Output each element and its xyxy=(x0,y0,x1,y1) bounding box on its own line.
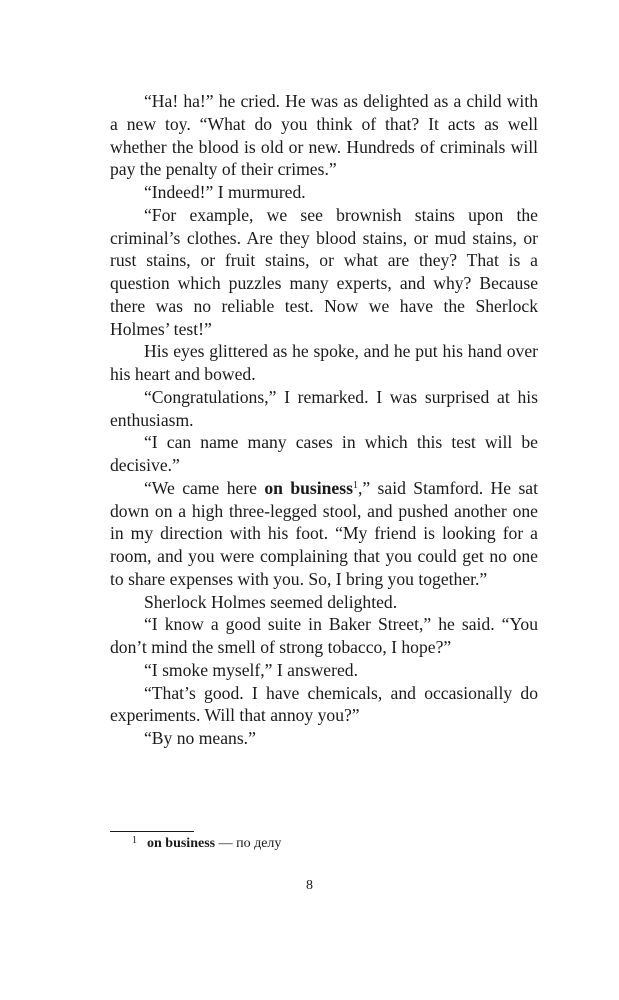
footnote-term: on business xyxy=(147,836,216,851)
footnote-dash: — xyxy=(218,836,233,851)
paragraph: “For example, we see brownish stains upon the criminal’s clothes. Are they blood stains, or mud stains, or rust stains, or fruit stains, or what are they? That is a question which puzzles many experts, and why? Because there was no reliable test. Now we have the Sherlock Holmes’ test!” xyxy=(110,204,538,339)
paragraph: “I can name many cases in which this test will be decisive.” xyxy=(110,432,538,475)
page-number: 8 xyxy=(306,878,313,893)
footnote-divider xyxy=(110,831,194,832)
main-text xyxy=(110,90,538,750)
paragraph: “I smoke myself,” I answered. xyxy=(144,659,358,680)
paragraph: “Congratulations,” I remarked. I was surprised at his enthusiasm. xyxy=(110,386,538,430)
paragraph: Sherlock Holmes seemed delighted. xyxy=(144,591,398,612)
paragraph xyxy=(110,477,538,591)
paragraph: “Indeed!” I murmured. xyxy=(144,182,306,202)
footnote xyxy=(132,834,532,854)
paragraph-text: “We came here xyxy=(144,477,265,498)
paragraph: “That’s good. I have chemicals, and occasionally do experiments. Will that annoy you?” xyxy=(110,682,538,726)
paragraph: “Ha! ha!” he cried. He was as delighted as a child with a new toy. “What do you think of that? It acts as well whether the blood is old or new. Hundreds of criminals will pay the penalty of their crimes.” xyxy=(110,91,538,180)
glossed-term: on business xyxy=(264,477,353,498)
footnote-ref[interactable]: 1 xyxy=(352,479,358,491)
paragraph: “By no means.” xyxy=(144,728,256,748)
paragraph: “I know a good suite in Baker Street,” he said. “You don’t mind the smell of strong tobacco, I hope?” xyxy=(110,614,538,657)
paragraph: His eyes glittered as he spoke, and he put his hand over his heart and bowed. xyxy=(110,341,538,384)
footnote-translation: по делу xyxy=(236,836,282,851)
paragraph-text: ,” said Stamford. He sat down on a high three-legged stool, and pushed another one in my direction with his foot. “My friend is looking for a room, and you were complaining that you could get no one to share expenses with you. So, I bring you together.” xyxy=(110,477,538,589)
footnote-number: 1 xyxy=(132,835,137,846)
